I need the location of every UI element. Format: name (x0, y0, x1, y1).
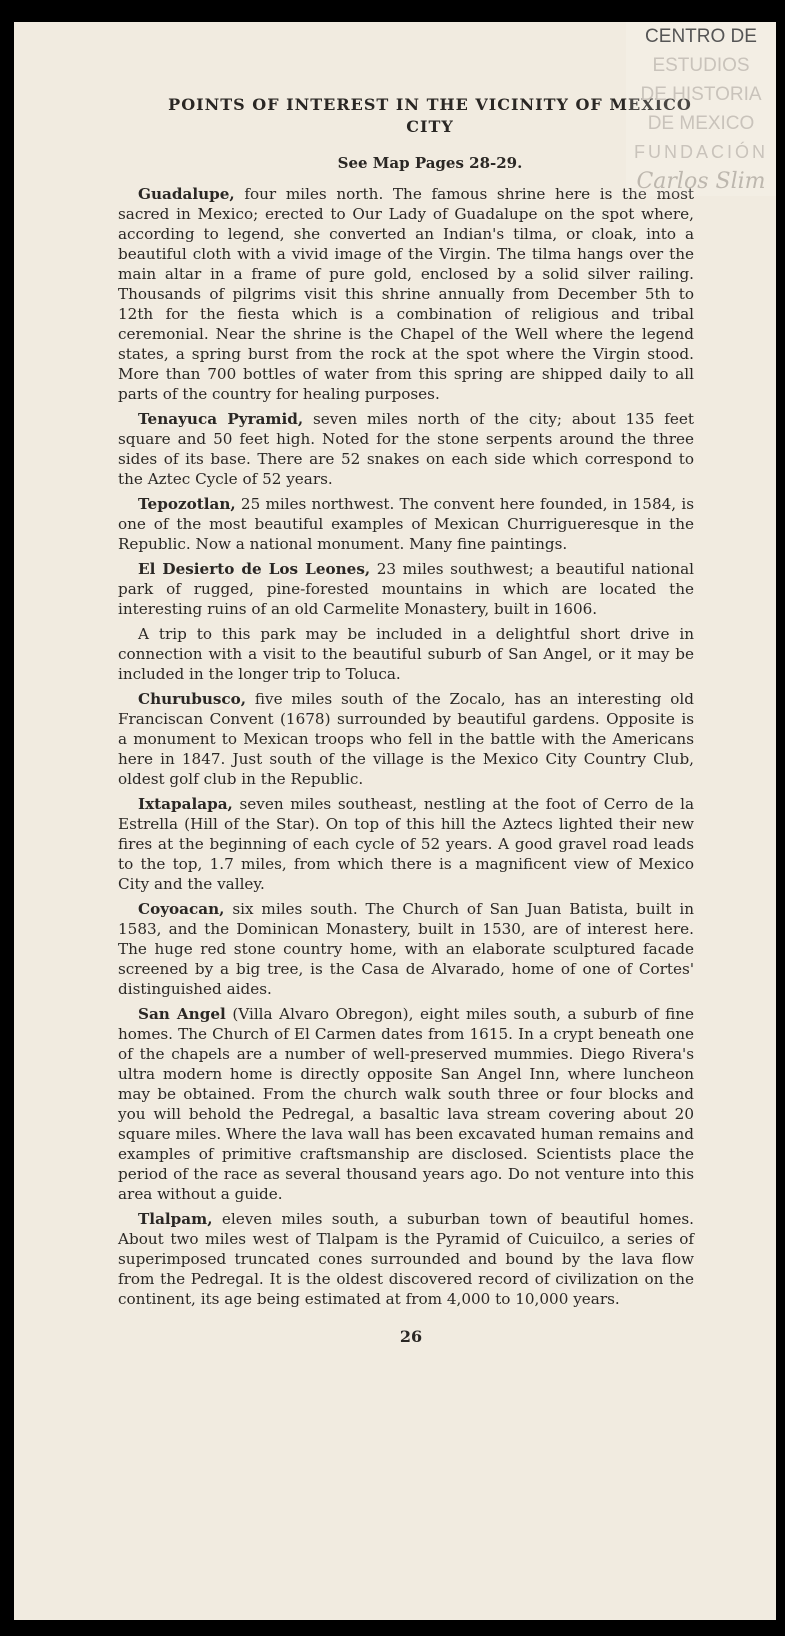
page-title: POINTS OF INTEREST IN THE VICINITY OF MEXICO CITY (168, 95, 692, 136)
entry-paragraph (118, 184, 694, 404)
entry-text: five miles south of the Zocalo, has an interesting old Franciscan Convent (1678) surrounded by beautiful gardens. Opposite is a monument to Mexican troops who fell in the battle with the Americans here in 1847. Just south of the village is the Mexico City Country Club, oldest golf club in the Republic. (118, 690, 695, 788)
entry-text: four miles north. The famous shrine here is the most sacred in Mexico; erected to Our Lady of Guadalupe on the spot where, according to legend, she converted an Indian's tilma, or cloak, into a beautiful cloth with a vivid image of the Virgin. The tilma hangs over the main altar in a frame of pure gold, enclosed by a solid silver railing. Thousands of pilgrims visit this shrine annually from December 5th to 12th for the fiesta which is a combination of religious and tribal ceremonial. Near the shrine is the Chapel of the Well where the legend states, a spring burst from the rock at the spot where the Virgin stood. More than 700 bottles of water from this spring are shipped daily to all parts of the country for healing purposes. (118, 185, 694, 403)
entry-paragraph (118, 624, 694, 684)
entry-name: Coyoacan, (138, 900, 225, 918)
entry-text: eleven miles south, a suburban town of beautiful homes. About two miles west of Tlalpam is the Pyramid of Cuicuilco, a series of superimposed truncated cones surrounded and bound by the lava flow from the Pedregal. It is the oldest discovered record of civilization on the continent, its age being estimated at from 4,000 to 10,000 years. (118, 1210, 695, 1308)
watermark-signature: Carlos Slim (636, 169, 766, 194)
watermark-line: DE MEXICO (647, 113, 755, 134)
entry-paragraph (118, 794, 694, 894)
entry-text: seven miles southeast, nestling at the foot of Cerro de la Estrella (Hill of the Star). On top of this hill the Aztecs lighted their new fires at the beginning of each cycle of 52 years. A good gravel road leads to the top, 1.7 miles, from which there is a magnificent view of Mexico City and the valley. (118, 795, 695, 893)
entry-text: 23 miles southwest; a beautiful national park of rugged, pine-forested mountains in which are located the interesting ruins of an old Carmelite Monastery, built in 1606. (118, 560, 694, 618)
entry-name: Tlalpam, (138, 1210, 213, 1228)
entry-paragraph (118, 1209, 694, 1309)
document-page (14, 22, 776, 1620)
entry-paragraph (118, 1004, 694, 1204)
entry-paragraph (118, 559, 694, 619)
entry-paragraph (118, 689, 694, 789)
entry-name: Tenayuca Pyramid, (138, 410, 304, 428)
entry-name: Tepozotlan, (138, 495, 236, 513)
entry-text: (Villa Alvaro Obregon), eight miles south, a suburb of fine homes. The Church of El Carmen dates from 1615. In a crypt beneath one of the chapels are a number of well-preserved mummies. Diego Rivera's ultra modern home is directly opposite San Angel Inn, where luncheon may be obtained. From the church walk south three or four blocks and you will behold the Pedregal, a basaltic lava stream covering about 20 square miles. Where the lava wall has been excavated human remains and examples of primitive craftsmanship are disclosed. Scientists place the period of the race as several thousand years ago. Do not venture into this area without a guide. (118, 1005, 695, 1203)
watermark-line: CENTRO DE (645, 26, 757, 47)
map-reference: See Map Pages 28-29. (337, 154, 523, 172)
entry-name: Guadalupe, (138, 185, 235, 203)
entry-text: 25 miles northwest. The convent here founded, in 1584, is one of the most beautiful examples of Mexican Churrigueresque in the Republic. Now a national monument. Many fine paintings. (118, 495, 694, 553)
page-number: 26 (399, 1327, 423, 1346)
watermark-line: DE HISTORIA (640, 84, 762, 105)
entry-paragraph (118, 409, 694, 489)
entry-paragraph (118, 494, 694, 554)
watermark-stamp (626, 22, 776, 196)
entry-name: Ixtapalapa, (138, 795, 233, 813)
entry-text: A trip to this park may be included in a delightful short drive in connection with a visit to the beautiful suburb of San Angel, or it may be included in the longer trip to Toluca. (118, 625, 694, 683)
entry-text: seven miles north of the city; about 135 feet square and 50 feet high. Noted for the stone serpents around the three sides of its base. There are 52 snakes on each side which correspond to the Aztec Cycle of 52 years. (118, 410, 695, 488)
entry-paragraph (118, 899, 694, 999)
entry-name: El Desierto de Los Leones, (138, 560, 371, 578)
entries-list (118, 184, 694, 1309)
entry-name: Churubusco, (138, 690, 247, 708)
watermark-line: FUNDACIÓN (634, 142, 768, 162)
entry-text: six miles south. The Church of San Juan Batista, built in 1583, and the Dominican Monastery, built in 1530, are of interest here. The huge red stone country home, with an elaborate sculptured facade screened by a big tree, is the Casa de Alvarado, home of one of Cortes' distinguished aides. (118, 900, 694, 998)
entry-name: San Angel (138, 1005, 226, 1023)
watermark-line: ESTUDIOS (652, 55, 750, 76)
